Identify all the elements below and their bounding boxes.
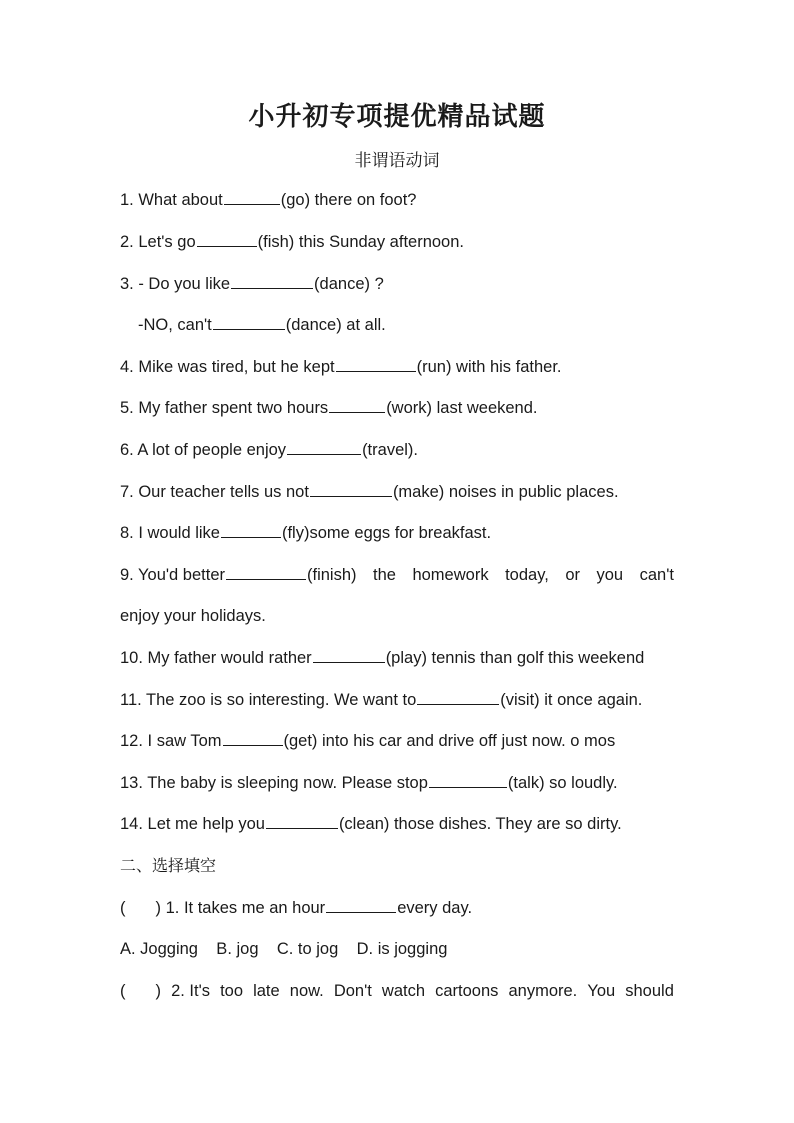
- question-text: 7. Our teacher tells us not: [120, 483, 309, 501]
- choice-options: A. Jogging B. jog C. to jog D. is jogging: [120, 940, 448, 958]
- question-7: [120, 481, 674, 503]
- answer-blank[interactable]: [221, 522, 281, 538]
- question-text: 3. - Do you like: [120, 275, 231, 293]
- answer-blank[interactable]: [226, 564, 306, 580]
- question-9: [120, 564, 674, 586]
- question-text: (get) into his car and drive off just now. o mos: [283, 732, 616, 750]
- answer-blank[interactable]: [336, 356, 416, 372]
- question-text: (go) there on foot?: [280, 191, 417, 209]
- question-text: (fish) this Sunday afternoon.: [257, 233, 464, 251]
- answer-blank[interactable]: [224, 189, 280, 205]
- answer-blank[interactable]: [429, 772, 507, 788]
- answer-blank[interactable]: [313, 647, 385, 663]
- question-text: 8. I would like: [120, 524, 220, 542]
- question-text: 10. My father would rather: [120, 649, 312, 667]
- answer-blank[interactable]: [223, 730, 283, 746]
- answer-blank[interactable]: [197, 231, 257, 247]
- question-text: (clean) those dishes. They are so dirty.: [338, 815, 622, 833]
- answer-blank[interactable]: [287, 439, 361, 455]
- question-text: (dance) at all.: [285, 316, 386, 334]
- question-text: (make) noises in public places.: [392, 483, 619, 501]
- question-word: today,: [505, 566, 549, 584]
- question-text: every day.: [397, 899, 473, 917]
- answer-parens[interactable]: ( ): [120, 982, 161, 1000]
- question-text: enjoy your holidays.: [120, 607, 266, 625]
- question-3-reply: [138, 314, 692, 336]
- answer-blank[interactable]: [231, 273, 313, 289]
- question-word: now.: [289, 982, 324, 1000]
- question-text: (dance) ?: [314, 275, 384, 293]
- answer-blank[interactable]: [266, 813, 338, 829]
- question-11: [120, 689, 674, 711]
- question-word: Don't: [333, 982, 372, 1000]
- question-word: the: [373, 566, 396, 584]
- answer-paren-open: (: [120, 899, 126, 917]
- question-text: 1. What about: [120, 191, 223, 209]
- question-text: 1. It takes me an hour: [165, 899, 326, 917]
- answer-blank[interactable]: [329, 397, 385, 413]
- question-5: [120, 397, 674, 419]
- answer-blank[interactable]: [326, 897, 396, 913]
- question-word: 2. It's: [171, 982, 210, 1000]
- question-text: 11. The zoo is so interesting. We want to: [120, 691, 417, 709]
- question-text: 5. My father spent two hours: [120, 399, 329, 417]
- question-word: You: [587, 982, 616, 1000]
- question-3: [120, 273, 674, 295]
- question-word: anymore.: [508, 982, 578, 1000]
- choice-question-1: [120, 897, 674, 919]
- question-4: [120, 356, 674, 378]
- question-word: homework: [412, 566, 489, 584]
- question-1: [120, 189, 674, 211]
- question-text: (visit) it once again.: [500, 691, 643, 709]
- question-text: 14. Let me help you: [120, 815, 265, 833]
- question-word: can't: [639, 566, 674, 584]
- question-13: [120, 772, 674, 794]
- answer-blank[interactable]: [417, 689, 499, 705]
- question-text: 4. Mike was tired, but he kept: [120, 358, 335, 376]
- question-8: [120, 522, 674, 544]
- answer-blank[interactable]: [310, 481, 392, 497]
- question-text: (play) tennis than golf this weekend: [385, 649, 645, 667]
- page-title: 小升初专项提优精品试题: [248, 102, 546, 132]
- question-word: too: [220, 982, 244, 1000]
- question-text: (talk) so loudly.: [507, 774, 618, 792]
- question-text: (work) last weekend.: [386, 399, 538, 417]
- question-word: or: [565, 566, 580, 584]
- question-text: 9. You'd better (finish): [120, 566, 357, 584]
- question-text: 13. The baby is sleeping now. Please stop: [120, 774, 428, 792]
- question-text: 6. A lot of people enjoy: [120, 441, 287, 459]
- question-word: cartoons: [435, 982, 499, 1000]
- choice-question-2: [120, 980, 674, 1002]
- question-word: late: [253, 982, 280, 1000]
- question-word: should: [625, 982, 674, 1000]
- question-text: (run) with his father.: [416, 358, 562, 376]
- question-12: [120, 730, 674, 752]
- question-text: (travel).: [362, 441, 418, 459]
- answer-blank[interactable]: [213, 314, 285, 330]
- answer-paren-close: ): [155, 899, 161, 917]
- question-6: [120, 439, 674, 461]
- question-text: 12. I saw Tom: [120, 732, 222, 750]
- question-word: you: [596, 566, 624, 584]
- section-heading: 二、选择填空: [120, 856, 217, 875]
- question-14: [120, 813, 674, 835]
- question-9-continued: [120, 605, 674, 627]
- question-2: [120, 231, 674, 253]
- page-subtitle: 非谓语动词: [354, 151, 440, 171]
- question-text: (fly)some eggs for breakfast.: [281, 524, 492, 542]
- question-word: watch: [381, 982, 426, 1000]
- question-10: [120, 647, 674, 669]
- question-text: 2. Let's go: [120, 233, 196, 251]
- question-text: -NO, can't: [138, 316, 212, 334]
